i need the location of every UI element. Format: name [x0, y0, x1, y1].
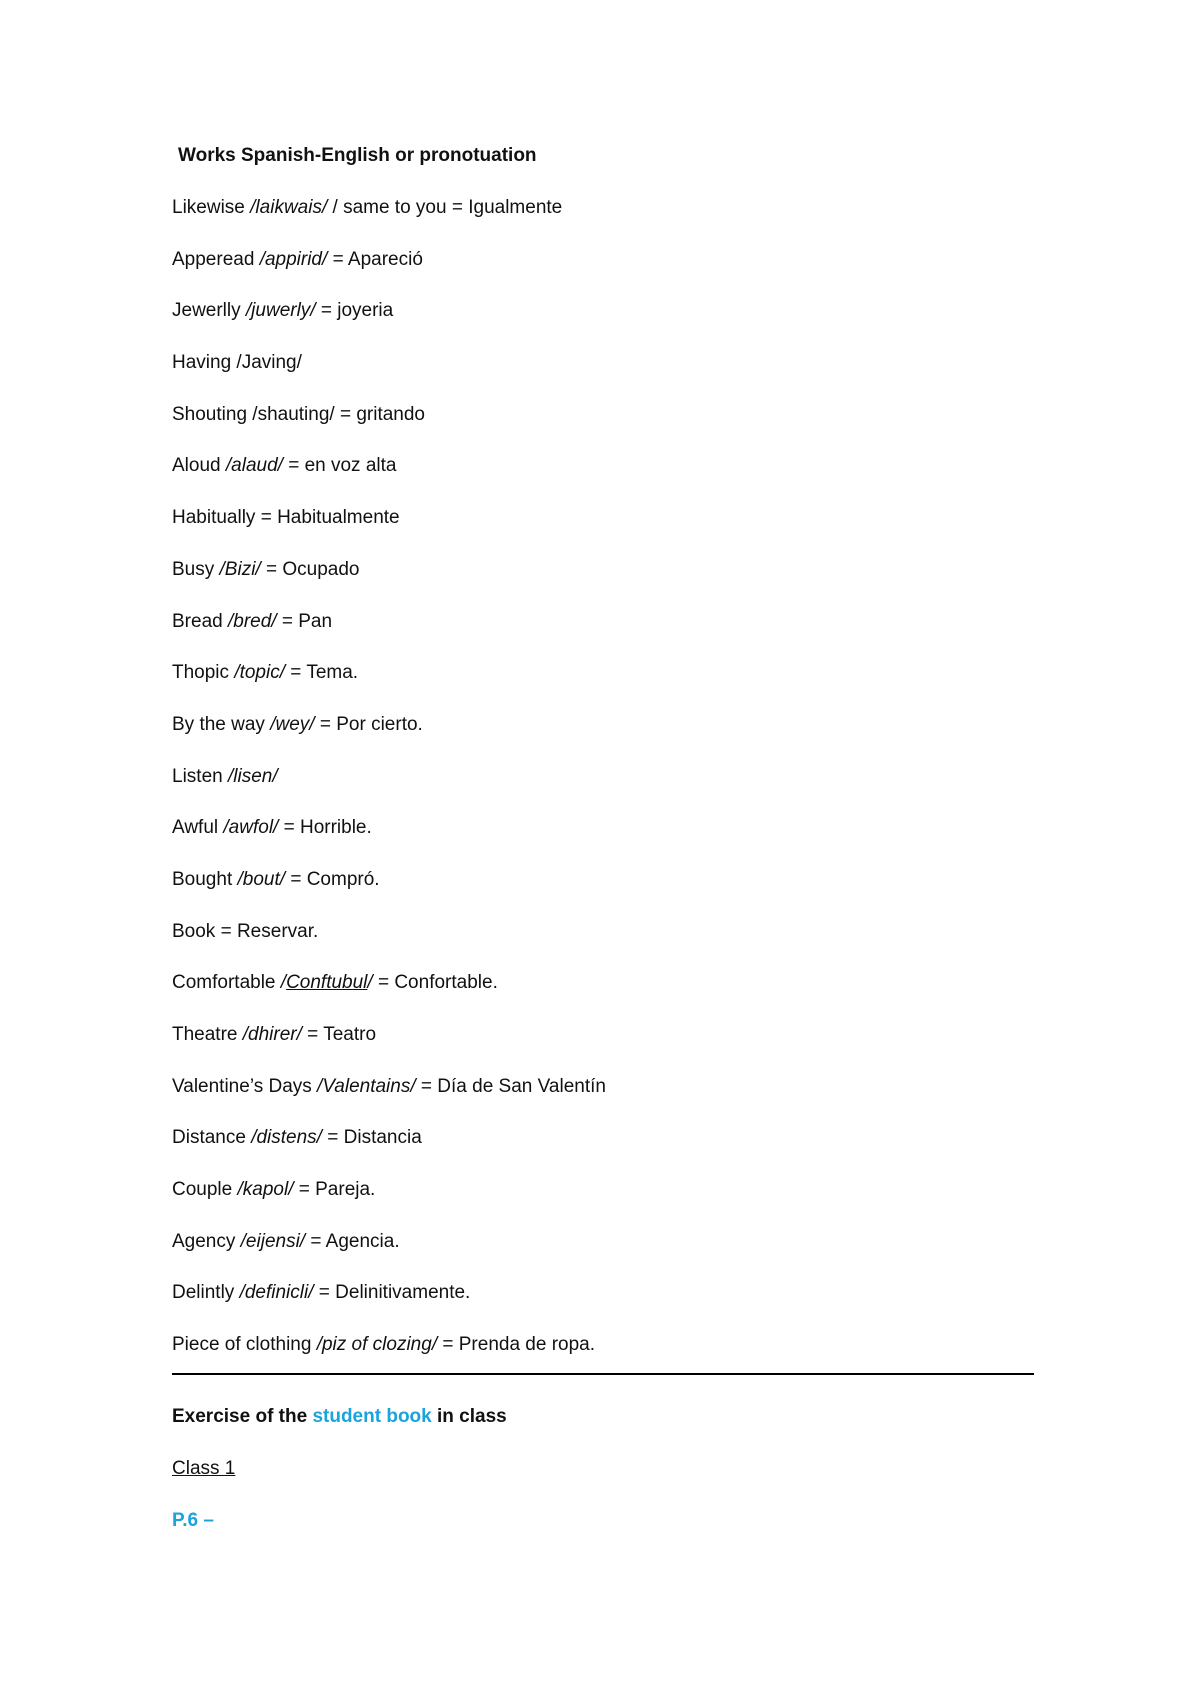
- vocab-phonetic: /piz of clozing/: [316, 1334, 438, 1356]
- vocab-translation: = Distancia: [321, 1127, 422, 1149]
- vocab-item: [172, 249, 606, 301]
- vocab-item: [172, 869, 606, 921]
- vocab-translation: = Pan: [276, 610, 333, 632]
- vocab-word: Bought: [172, 868, 238, 890]
- vocab-phonetic: /dhirer/: [242, 1024, 302, 1045]
- vocab-translation: = Horrible.: [278, 817, 372, 839]
- vocab-translation: = Pareja.: [293, 1179, 376, 1201]
- vocab-item: [172, 1231, 606, 1283]
- vocab-item: [172, 507, 606, 559]
- vocab-phonetic: /topic/: [234, 662, 286, 684]
- exercise-heading: [172, 1406, 507, 1428]
- vocab-item: [172, 1179, 606, 1231]
- vocab-word: Aloud: [172, 455, 226, 477]
- vocab-phonetic: /bred/: [227, 610, 277, 632]
- vocab-phonetic: /distens/: [251, 1127, 322, 1149]
- vocab-word: Couple: [172, 1179, 238, 1201]
- vocab-phonetic: /wey/: [270, 713, 315, 735]
- vocab-item: [172, 1127, 606, 1179]
- vocab-item: [172, 197, 606, 249]
- vocab-word: Thopic: [172, 662, 235, 684]
- vocab-word: Shouting /shauting/ = gritando: [172, 403, 425, 425]
- vocab-translation: = en voz alta: [282, 455, 397, 477]
- vocab-word: Distance: [172, 1127, 252, 1149]
- vocab-phonetic: /alaud/: [225, 455, 283, 477]
- vocab-word: Having /Javing/: [172, 352, 302, 374]
- horizontal-divider: [172, 1373, 1034, 1375]
- vocab-item: [172, 611, 606, 663]
- vocab-phonetic: /kapol/: [237, 1179, 294, 1201]
- vocab-word: Apperead: [172, 248, 260, 270]
- vocab-item: [172, 352, 606, 404]
- exercise-suffix: in class: [431, 1406, 507, 1427]
- vocab-phonetic: /awfol/: [223, 817, 279, 839]
- vocab-phonetic: /definicli/: [239, 1282, 314, 1304]
- vocab-item: [172, 972, 606, 1024]
- vocab-word: Comfortable: [172, 972, 281, 994]
- document-title: Works Spanish-English or pronotuation: [178, 145, 537, 166]
- vocab-phonetic: /laikwais/: [250, 197, 328, 218]
- vocab-item: [172, 1076, 606, 1128]
- vocab-word: Jewerlly: [172, 300, 246, 322]
- vocab-word: Piece of clothing: [172, 1334, 317, 1356]
- vocab-phonetic: /appirid/: [259, 248, 328, 270]
- exercise-prefix: Exercise of the: [172, 1406, 313, 1427]
- vocab-translation: / same to you = Igualmente: [327, 197, 563, 218]
- vocab-item: [172, 714, 606, 766]
- vocab-word: Agency: [172, 1230, 241, 1252]
- vocab-translation: = joyeria: [315, 300, 394, 322]
- vocab-word: Likewise: [172, 197, 251, 218]
- vocab-translation: = Confortable.: [372, 972, 498, 994]
- vocab-item: [172, 817, 606, 869]
- vocab-item: [172, 559, 606, 611]
- vocab-item: [172, 766, 606, 818]
- vocab-translation: = Ocupado: [260, 558, 360, 580]
- vocab-item: [172, 1282, 606, 1334]
- page-reference: P.6 –: [172, 1510, 214, 1531]
- vocab-item: [172, 455, 606, 507]
- vocab-word: Theatre: [172, 1024, 243, 1045]
- vocab-translation: = Delinitivamente.: [313, 1282, 471, 1304]
- vocab-word: Book = Reservar.: [172, 920, 319, 942]
- vocab-translation: = Agencia.: [305, 1230, 400, 1252]
- vocab-phonetic: /bout/: [237, 868, 286, 890]
- vocab-word: Valentine’s Days: [172, 1075, 318, 1097]
- vocab-translation: = Apareció: [327, 248, 423, 270]
- vocab-word: Habitually = Habitualmente: [172, 507, 400, 529]
- vocab-translation: = Prenda de ropa.: [437, 1334, 596, 1356]
- vocab-phonetic: /lisen/: [227, 765, 278, 787]
- vocab-word: Listen: [172, 765, 228, 787]
- vocab-word: Busy: [172, 558, 220, 580]
- vocab-item: [172, 662, 606, 714]
- vocab-item: [172, 921, 606, 973]
- vocab-phonetic: /eijensi/: [240, 1230, 306, 1252]
- vocab-word: Bread: [172, 610, 228, 632]
- vocab-item: [172, 1334, 606, 1386]
- vocab-translation: = Por cierto.: [314, 713, 423, 735]
- vocab-item: [172, 300, 606, 352]
- vocab-phonetic: /Valentains/: [317, 1075, 416, 1097]
- vocab-translation: = Día de San Valentín: [415, 1075, 606, 1097]
- vocab-phonetic: /: [280, 972, 287, 994]
- vocab-item: [172, 1024, 606, 1076]
- vocab-item: [172, 404, 606, 456]
- vocab-phonetic: /Bizi/: [219, 558, 261, 580]
- vocab-word: Awful: [172, 817, 224, 839]
- vocab-phonetic-underlined: Conftubul: [286, 972, 368, 994]
- exercise-highlight: student book: [312, 1406, 432, 1427]
- vocabulary-list: [172, 197, 606, 1386]
- vocab-word: Delintly: [172, 1282, 240, 1304]
- class-label: Class 1: [172, 1458, 236, 1479]
- vocab-translation: = Teatro: [301, 1024, 377, 1045]
- vocab-translation: = Compró.: [285, 868, 380, 890]
- vocab-phonetic: /juwerly/: [245, 300, 316, 322]
- vocab-phonetic: /: [367, 972, 373, 994]
- vocab-word: By the way: [172, 713, 271, 735]
- vocab-translation: = Tema.: [285, 662, 359, 684]
